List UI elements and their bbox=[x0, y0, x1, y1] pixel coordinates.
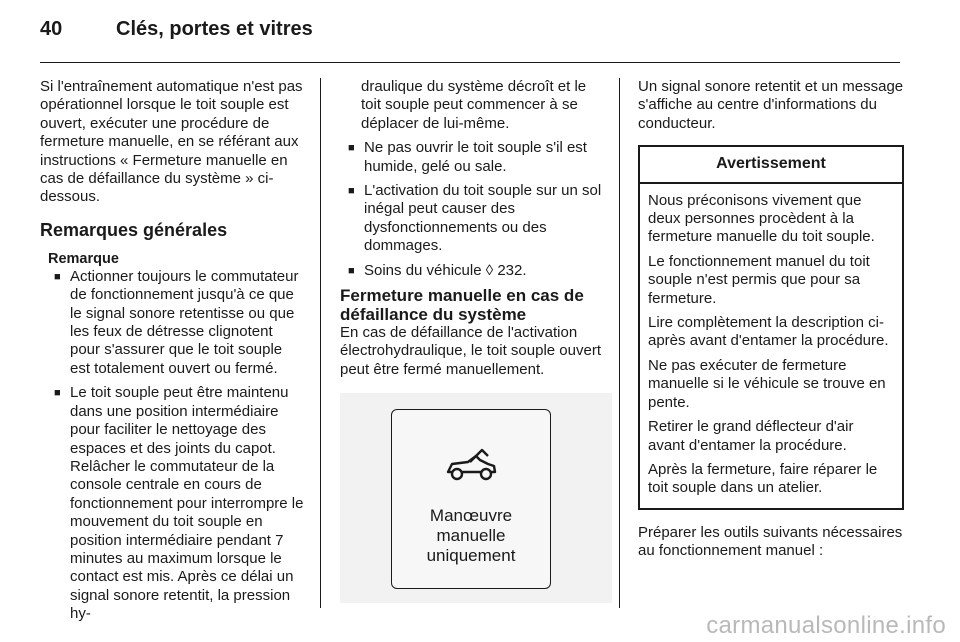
warning-paragraph: Après la fermeture, faire réparer le toit souple dans un atelier. bbox=[648, 460, 878, 497]
bullet-icon: ■ bbox=[54, 270, 61, 283]
figure-label-line: Manœuvre bbox=[429, 506, 513, 526]
section-heading: Remarques générales bbox=[40, 219, 228, 240]
warning-paragraph: Retirer le grand déflecteur d'air avant d'entamer la procédure. bbox=[648, 418, 854, 454]
intro-paragraph: Un signal sonore retentit et un message s'affiche au centre d'informations du conducteur. bbox=[638, 78, 904, 132]
list-item bbox=[48, 268, 306, 378]
column-divider bbox=[320, 78, 321, 608]
convertible-car-icon bbox=[442, 448, 500, 488]
manual-operation-display bbox=[391, 409, 551, 589]
list-item bbox=[340, 262, 606, 280]
column-divider bbox=[619, 78, 620, 608]
header-rule bbox=[40, 62, 900, 63]
intro-paragraph: Si l'entraînement automatique n'est pas opérationnel lorsque le toit souple est ouvert, exécuter une procédure de fermeture manuelle, en se référant aux instructions « Fermeture manuelle en cas de défaillance du système » ci-dessous. bbox=[40, 78, 303, 206]
page-title: Clés, portes et vitres bbox=[116, 18, 313, 40]
watermark: carmanualsonline.info bbox=[706, 612, 946, 639]
section-heading: Fermeture manuelle en cas de défaillance du système bbox=[340, 286, 584, 325]
warning-title: Avertissement bbox=[640, 147, 902, 183]
tools-paragraph: Préparer les outils suivants nécessaires au fonctionnement manuel : bbox=[638, 523, 903, 560]
list-item-text: Actionner toujours le commutateur de fonctionnement jusqu'à ce que le signal sonore retentisse ou que les feux de détresse clignotent pour s'assurer que le toit souple est totalement ouvert ou fermé. bbox=[70, 267, 299, 377]
list-item bbox=[340, 139, 606, 176]
figure-label-line: manuelle bbox=[436, 526, 506, 546]
list-item-text: Le toit souple peut être maintenu dans une position intermédiaire pour faciliter le nettoyage des espaces et des joints du capot. Relâcher le commutateur de la console centrale en cours de fonctionnement pour interrompre le mouvement du toit souple en position intermédiaire pendant 7 minutes au maximum lorsque le contact est mis. Après ce délai un signal sonore retentit, la pression hy- bbox=[70, 384, 304, 623]
remark-list bbox=[48, 268, 306, 624]
warning-paragraph: Lire complètement la description ci-après avant d'entamer la procédure. bbox=[648, 314, 889, 350]
warning-box bbox=[638, 145, 904, 510]
bullet-icon: ■ bbox=[348, 142, 355, 155]
remark-title: Remarque bbox=[48, 250, 119, 267]
bullet-icon: ■ bbox=[54, 387, 61, 400]
remark-block bbox=[40, 251, 306, 624]
bullet-icon: ■ bbox=[348, 185, 355, 198]
manual-operation-figure bbox=[340, 393, 612, 603]
column-3 bbox=[638, 78, 904, 561]
page-number: 40 bbox=[40, 18, 63, 40]
warning-paragraph: Ne pas exécuter de fermeture manuelle si le véhicule se trouve en pente. bbox=[648, 356, 886, 411]
page-header bbox=[40, 18, 900, 58]
figure-label bbox=[392, 506, 550, 566]
warning-paragraph: Nous préconisons vivement que deux personnes procèdent à la fermeture manuelle du toit souple. bbox=[648, 191, 875, 246]
section-paragraph: En cas de défaillance de l'activation électrohydraulique, le toit souple ouvert peut être fermé manuellement. bbox=[340, 324, 601, 378]
list-item-text: Soins du véhicule ◊ 232. bbox=[364, 261, 527, 279]
continued-text: draulique du système décroît et le toit souple peut commencer à se déplacer de lui-même. bbox=[361, 78, 587, 132]
list-item-text: L'activation du toit souple sur un sol inégal peut causer des dysfonctionnements ou des dommages. bbox=[364, 182, 602, 255]
list-item bbox=[48, 384, 306, 623]
remark-list-continued bbox=[340, 139, 606, 280]
list-item-text: Ne pas ouvrir le toit souple s'il est humide, gelé ou sale. bbox=[364, 139, 587, 175]
warning-body bbox=[640, 184, 902, 508]
column-2 bbox=[340, 78, 606, 603]
warning-paragraph: Le fonctionnement manuel du toit souple n'est permis que pour sa fermeture. bbox=[648, 252, 870, 307]
bullet-icon: ■ bbox=[348, 264, 355, 277]
figure-label-line: uniquement bbox=[426, 546, 516, 566]
column-1 bbox=[40, 78, 306, 630]
list-item bbox=[340, 182, 606, 256]
